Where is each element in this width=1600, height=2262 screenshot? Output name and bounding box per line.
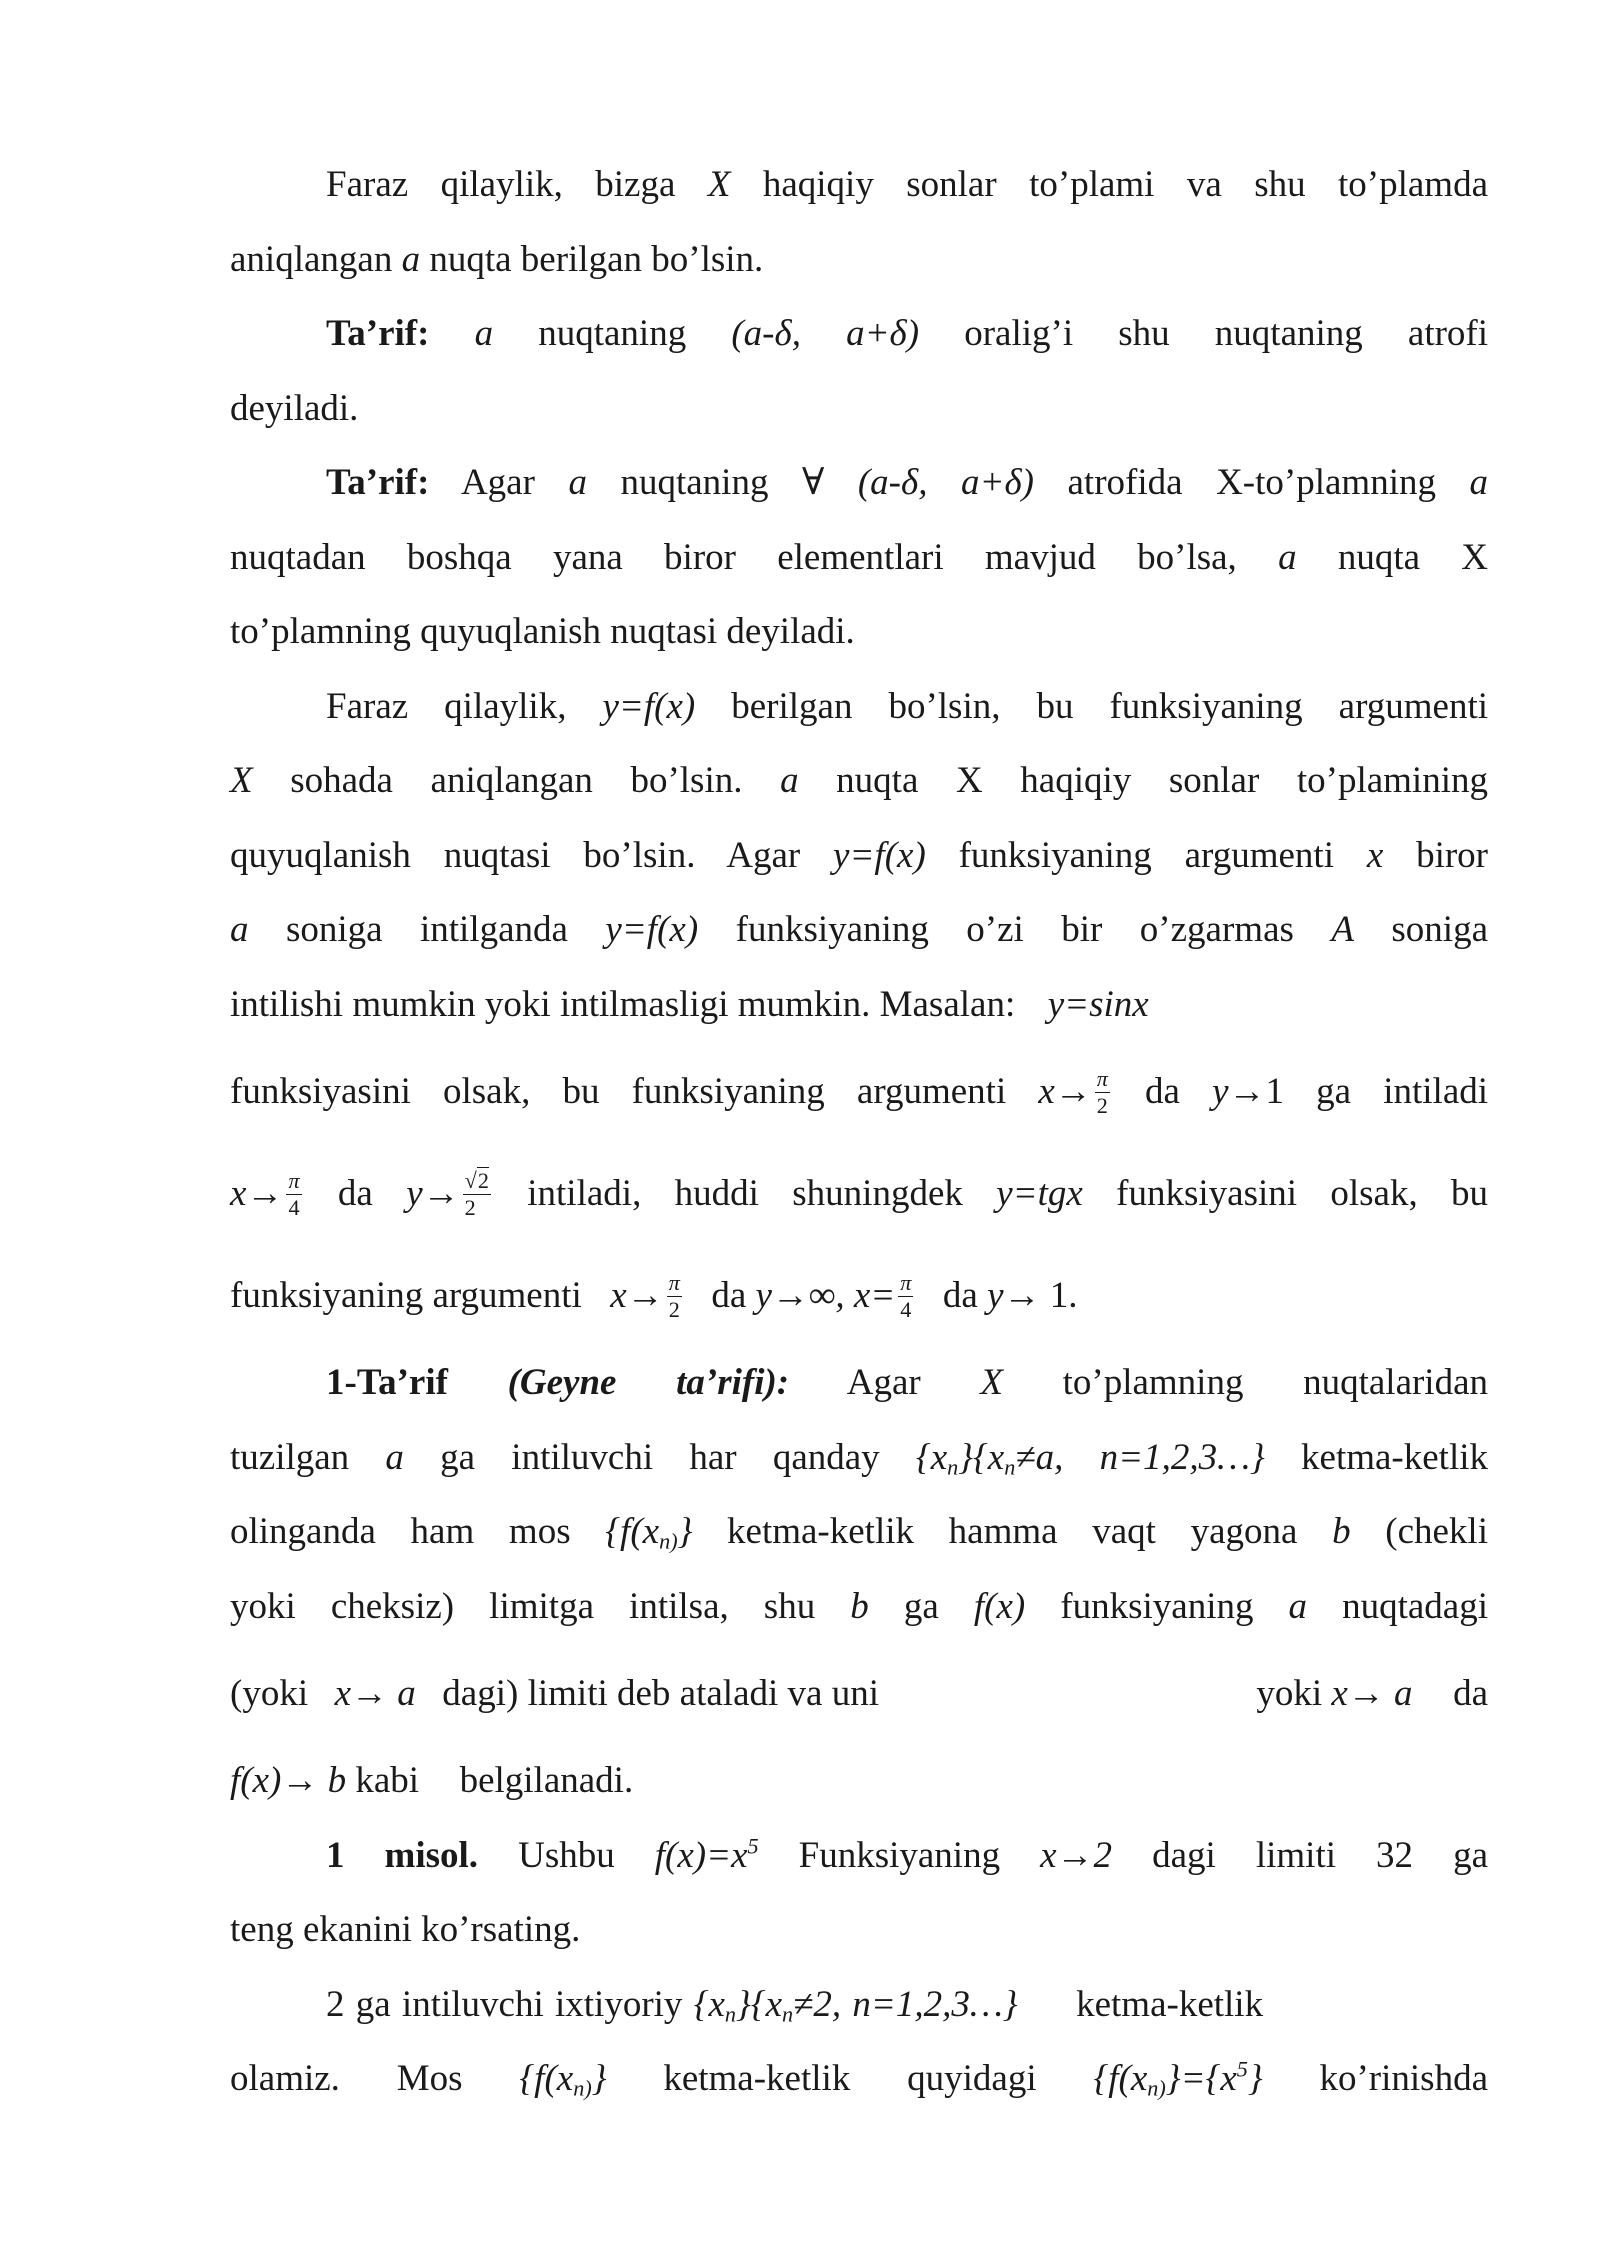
text: biror [1416,834,1489,876]
math-part: f(x)=x [654,1834,748,1876]
math-expr: y=sinx [1047,983,1149,1025]
definition-label: 1-Ta’rif [326,1362,448,1403]
text: haqiqiy sonlar to’plami va shu to’plamda [762,164,1489,205]
math-equality [853,1270,917,1323]
definition-name: (Geyne ta’rifi): [507,1362,790,1403]
text: atrofida X-to’plamning [1067,462,1436,503]
math-part: {f(x [1093,2058,1148,2099]
fraction-numerator: π [288,1168,300,1194]
math-expr: x→ [610,1275,664,1316]
text: to’plamning nuqtalaridan [1062,1362,1489,1403]
math-part: {f(x [605,1511,660,1552]
sqrt-radicand: 2 [477,1168,489,1194]
text: da [711,1275,747,1316]
math-part: ≠2, n=1,2,3…} [793,1983,1018,2025]
fraction-numerator: π [668,1270,680,1296]
text: nuqta X [1337,536,1489,578]
text: quyidagi [907,2058,1037,2099]
fraction [1095,1066,1110,1118]
text: yoki [1256,1673,1323,1714]
definition-3-line-2 [230,1421,1488,1496]
paragraph-1-line-1 [230,148,1488,223]
text: olinganda ham mos [230,1511,571,1552]
math-var: A [1331,909,1354,950]
text: belgilanadi. [459,1760,634,1801]
math-part: }{x [958,1436,1005,1478]
math-var: X [980,1362,1003,1403]
text: nuqtadagi [1342,1585,1488,1627]
math-sequence [694,1984,1018,2025]
math-expr: y→ [987,1275,1041,1316]
fraction-numerator [463,1168,491,1195]
text: Funksiyaning [798,1834,1001,1876]
math-expr: x→ [230,1173,284,1214]
text: nuqtaning ∀ [620,462,825,503]
math-var: x [1366,834,1384,876]
math-expr: y=tgx [996,1173,1083,1214]
fraction-denominator: 2 [668,1297,680,1323]
text: (yoki [230,1673,309,1714]
math-superscript: 5 [747,1833,759,1859]
math-var: a [385,1436,404,1478]
math-subscript: n) [1147,2075,1166,2101]
text: teng ekanini ko’rsating. [230,1909,581,1950]
math-limit [406,1168,494,1221]
text: oralig’i shu nuqtaning atrofi [964,313,1489,354]
fraction-denominator: 2 [1096,1093,1108,1119]
text: ketma-ketlik [1301,1436,1489,1478]
math-limit [230,1168,305,1221]
text: Agar [460,462,535,503]
math-expr: y→ [406,1173,460,1214]
math-sequence [605,1511,692,1552]
definition-label: Ta’rif: [326,462,430,503]
text: berilgan bo’lsin, bu funksiyaning argumenti [731,685,1489,727]
math-subscript: n) [573,2075,592,2101]
text: soniga [1391,909,1489,950]
math-part: }{x [736,1983,783,2025]
example-1-line-1 [230,1819,1488,1894]
text: funksiyasini olsak, bu [1116,1173,1489,1214]
math-var: a [401,238,421,280]
math-expr: x→ [1038,1071,1092,1112]
text: sohada aniqlangan bo’lsin. [290,760,743,801]
math-var: a [568,462,587,503]
math-part: {f(x [519,2058,574,2099]
text: da [942,1275,978,1316]
fraction [463,1168,491,1220]
definition-1-line-2 [230,372,1488,447]
math-expr: y=f(x) [602,685,696,727]
definition-3-line-6 [230,1744,1488,1819]
math-var: X [707,164,731,205]
math-part: } [677,1511,693,1552]
text: 1. [1049,1275,1078,1316]
definition-3-line-5 [230,1644,1488,1744]
math-part: } [591,2058,607,2099]
math-var: a [1469,462,1489,503]
math-part: } [1247,2058,1263,2099]
math-subscript: n [947,1454,959,1480]
example-label: 1 misol. [326,1834,479,1876]
text: funksiyasini olsak, bu funksiyaning argumenti [230,1071,1007,1112]
math-limit [1212,1071,1488,1112]
example-1-line-2 [230,1893,1488,1968]
text: nuqtadan boshqa yana biror elementlari mavjud bo’lsa, [230,536,1237,578]
math-limit [1038,1066,1113,1119]
text: ketma-ketlik hamma vaqt yagona [727,1511,1298,1552]
text: dagi) limiti deb ataladi va uni [442,1673,879,1714]
math-var: b [1332,1511,1351,1552]
fraction [667,1270,682,1322]
fraction [898,1270,913,1322]
text: aniqlangan [230,238,393,280]
text: yoki cheksiz) limitga intilsa, shu [230,1585,816,1627]
math-expr: x→ a [334,1673,416,1714]
fraction-numerator: π [900,1270,912,1296]
math-expr [655,1835,759,1876]
paragraph-3-line-6 [230,1042,1488,1142]
math-expr: y→∞, [755,1275,845,1316]
text: deyiladi. [230,387,359,429]
paragraph-3-line-1 [230,670,1488,745]
paragraph-3-line-5 [230,968,1488,1043]
text: quyuqlanish nuqtasi bo’lsin. Agar [230,834,801,876]
math-part: ≠a, n=1,2,3…} [1015,1436,1265,1478]
definition-label: Ta’rif: [326,313,430,354]
paragraph-3-line-7 [230,1142,1488,1246]
math-var: a [1288,1585,1308,1627]
text: intilishi mumkin yoki intilmasligi mumkin. Masalan: [230,983,1016,1025]
math-expr: x= [853,1275,896,1316]
definition-1-line-1 [230,297,1488,372]
fraction-numerator: π [1096,1066,1108,1092]
text: nuqta X haqiqiy sonlar to’plamining [836,760,1488,801]
definition-3-line-4 [230,1570,1488,1645]
math-limit [610,1270,685,1323]
line-end-group [1256,1644,1488,1744]
sqrt [465,1167,489,1193]
math-expr: y=f(x) [605,909,699,950]
math-var: a [780,760,799,801]
document-page [230,148,1488,2117]
text: funksiyaning [1060,1585,1254,1627]
fraction-denominator: 4 [900,1297,912,1323]
text: da [337,1173,373,1214]
text: 2 ga intiluvchi ixtiyoriy [326,1983,683,2025]
math-sequence [519,2058,606,2099]
text: 1 ga intiladi [1265,1071,1489,1112]
text: Agar [846,1362,921,1403]
text: intiladi, huddi shuningdek [527,1173,963,1214]
solution-line-1 [230,1968,1488,2043]
text: funksiyaning argumenti [958,834,1334,876]
math-sequence [916,1437,1265,1478]
math-var: b [850,1585,869,1627]
solution-line-2 [230,2042,1488,2117]
paragraph-3-line-8 [230,1246,1488,1346]
math-part: {x [693,1983,725,2025]
paragraph-3-line-3 [230,819,1488,894]
text: to’plamning quyuqlanish nuqtasi deyiladi. [230,611,855,652]
text: ketma-ketlik [1076,1983,1264,2025]
text: ketma-ketlik [663,2058,851,2099]
text: ga [903,1585,939,1627]
text: kabi [355,1760,420,1801]
text: dagi limiti 32 ga [1152,1834,1488,1876]
text: ga intiluvchi har qanday [440,1436,880,1478]
text: Faraz qilaylik, [326,685,567,727]
paragraph-1-line-2 [230,223,1488,298]
text: olamiz. Mos [230,2058,463,2099]
math-sequence [1093,2058,1262,2099]
paragraph-3-line-4 [230,893,1488,968]
math-subscript: n [724,2001,736,2027]
math-subscript: n [1004,1454,1016,1480]
definition-3-line-1 [230,1346,1488,1421]
definition-3-line-3 [230,1495,1488,1570]
math-subscript: n) [659,1528,678,1554]
fraction [286,1168,301,1220]
math-expr: y=f(x) [833,834,926,876]
text: da [1145,1071,1180,1112]
sqrt-sign: √ [464,1168,477,1194]
math-part: {x [915,1436,948,1478]
text: tuzilgan [230,1436,350,1478]
fraction-denominator: 2 [464,1195,476,1221]
fraction-denominator: 4 [288,1195,300,1221]
math-interval: (a-δ, a+δ) [731,313,920,354]
text: Faraz qilaylik, bizga [326,164,676,205]
math-var: X [230,760,253,801]
text: ko’rinishda [1319,2058,1489,2099]
math-expr: f(x)→ b [230,1760,347,1801]
math-expr: f(x) [973,1585,1026,1627]
math-expr: x→2 [1040,1834,1113,1876]
text: funksiyaning o’zi bir o’zgarmas [735,909,1294,950]
text: soniga intilganda [285,909,568,950]
math-var: a [230,909,249,950]
definition-2-line-2 [230,521,1488,596]
paragraph-3-line-2 [230,744,1488,819]
math-var: a [474,313,494,354]
math-expr: x→ a [1331,1673,1413,1714]
math-part: }={x [1165,2058,1237,2099]
text: (chekli [1385,1511,1488,1552]
math-subscript: n [782,2001,794,2027]
text: nuqta berilgan bo’lsin. [429,238,764,280]
text: Ushbu [518,1834,615,1876]
math-expr: y→ [1212,1071,1266,1112]
text: da [1453,1673,1488,1714]
definition-2-line-3 [230,595,1488,670]
text: nuqtaning [538,313,687,354]
text: funksiyaning argumenti [230,1275,582,1316]
math-var: a [1278,536,1297,578]
definition-2-line-1 [230,446,1488,521]
math-interval: (a-δ, a+δ) [857,462,1034,503]
math-superscript: 5 [1236,2056,1248,2082]
